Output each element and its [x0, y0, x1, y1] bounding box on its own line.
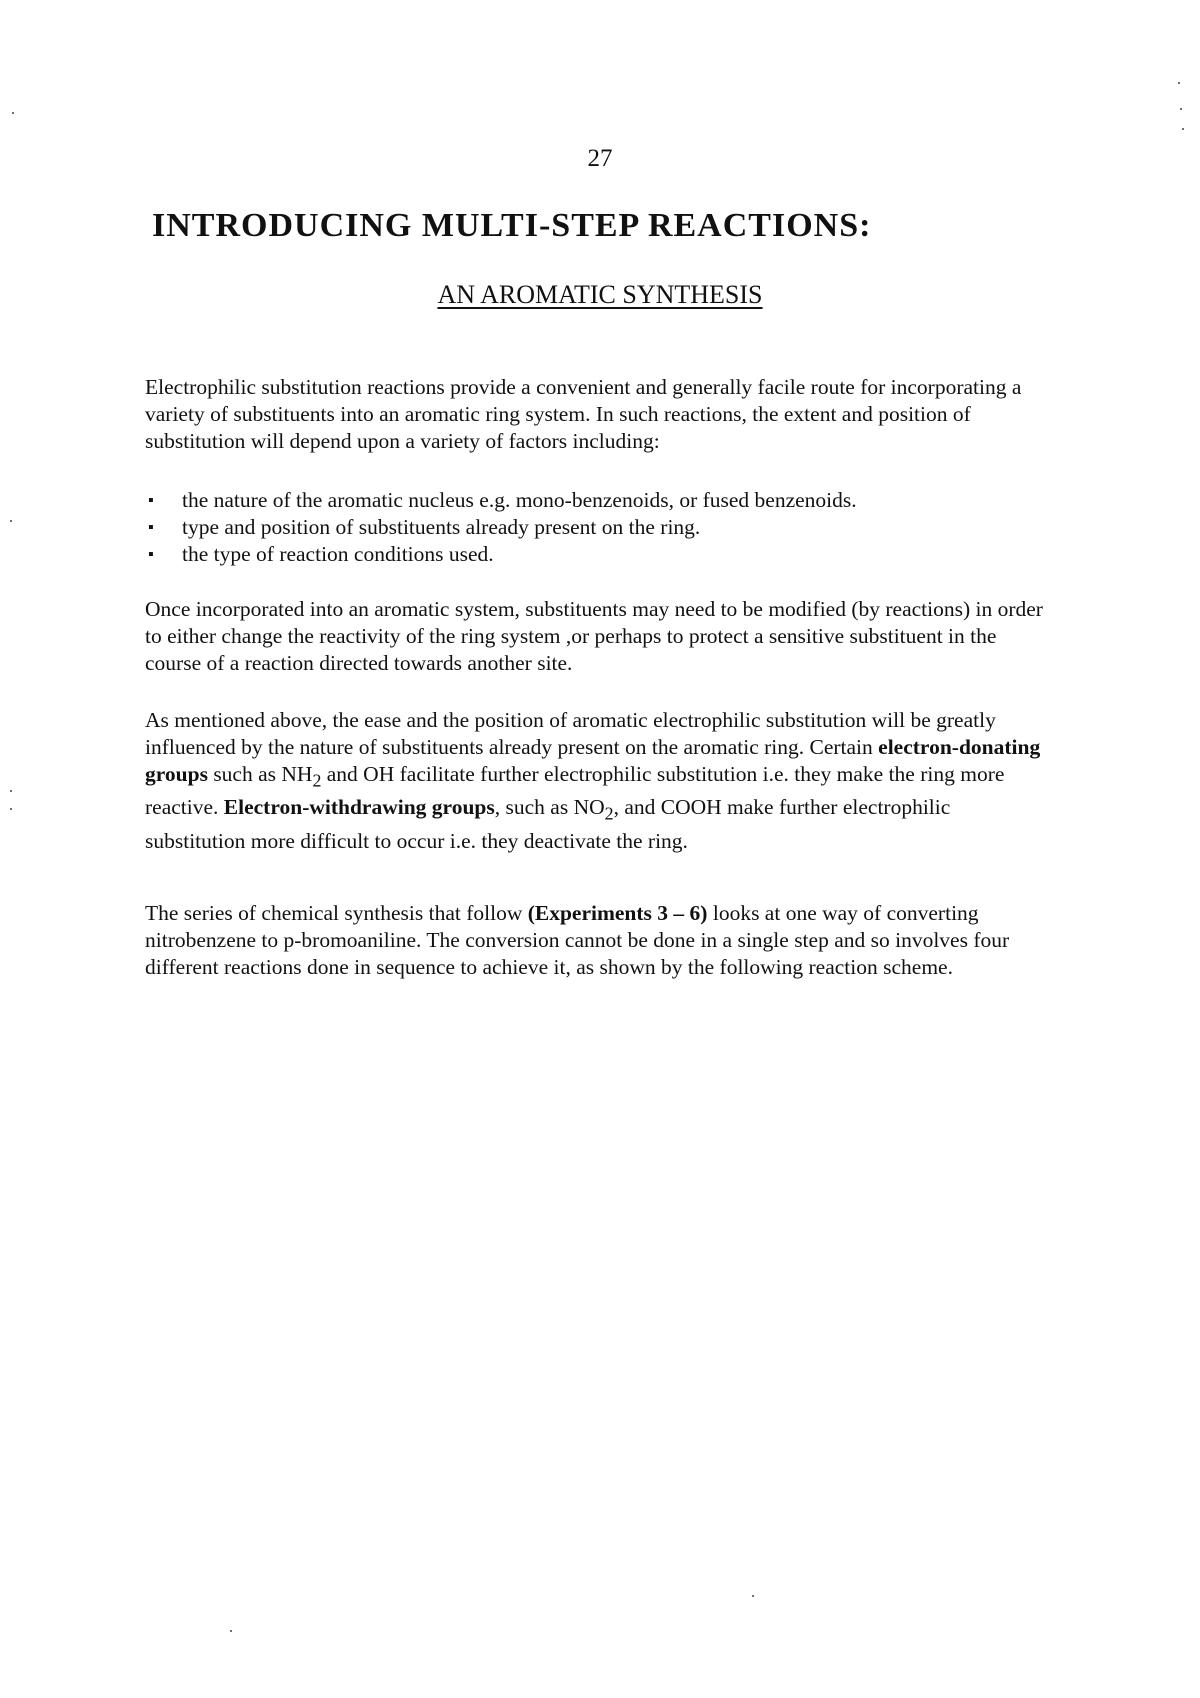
bullet-icon: ▪ [148, 492, 154, 509]
text-run: such as NH [207, 762, 313, 786]
substituent-effects-paragraph [145, 707, 1055, 855]
bullet-icon: ▪ [148, 546, 154, 563]
experiments-reference: (Experiments 3 – 6) [527, 901, 708, 925]
scan-speck [10, 790, 12, 792]
subscript: 2 [312, 770, 322, 791]
modification-paragraph: Once incorporated into an aromatic system, substituents may need to be modified (by reactions) in order to either change the reactivity of the ring system ,or perhaps to protect a sensitive substituent in the course of a reaction directed towards another site. [145, 597, 1043, 675]
section-subtitle: AN AROMATIC SYNTHESIS [437, 280, 763, 309]
scan-speck [230, 1630, 232, 1632]
scan-speck [1178, 82, 1180, 84]
scan-speck [752, 1595, 754, 1597]
scan-speck [1180, 108, 1182, 110]
list-item [145, 541, 1055, 568]
text-run: , and COOH make further electrophilic substitution more difficult to occur i.e. they deactivate the ring. [145, 795, 951, 853]
list-item-text: the type of reaction conditions used. [182, 542, 494, 566]
electron-withdrawing-term: Electron-withdrawing groups [223, 795, 495, 820]
electron-donating-term: electron-donating groups [145, 735, 1041, 786]
scan-speck [10, 808, 12, 810]
list-item [145, 514, 1055, 541]
intro-paragraph: Electrophilic substitution reactions provide a convenient and generally facile route for incorporating a variety of substituents into an aromatic ring system. In such reactions, the extent and position of substitution will depend upon a variety of factors including: [145, 375, 1022, 453]
text-run: and OH facilitate further electrophilic substitution i.e. they make the ring more reactive. [145, 762, 1005, 820]
list-item-text: type and position of substituents already present on the ring. [182, 515, 701, 539]
subscript: 2 [604, 803, 614, 824]
text-run: , such as NO [494, 795, 605, 820]
scan-speck [12, 112, 14, 114]
scan-speck [10, 520, 12, 522]
page-title: INTRODUCING MULTI-STEP REACTIONS: [152, 207, 872, 244]
factor-list [145, 487, 1055, 568]
bullet-icon: ▪ [148, 519, 154, 536]
synthesis-paragraph [145, 900, 1055, 981]
scan-speck [1182, 128, 1184, 130]
text-run: looks at one way of converting nitrobenzene to p-bromoaniline. The conversion cannot be done in a single step and so involves four different reactions done in sequence to achieve it, as shown by the following reaction scheme. [145, 901, 1010, 979]
text-run: The series of chemical synthesis that follow [145, 901, 528, 925]
list-item-text: the nature of the aromatic nucleus e.g. mono-benzenoids, or fused benzenoids. [182, 488, 857, 512]
page-number: 27 [587, 145, 613, 172]
list-item [145, 487, 1055, 514]
text-run: As mentioned above, the ease and the position of aromatic electrophilic substitution will be greatly influenced by the nature of substituents already present on the aromatic ring. Certain [145, 708, 996, 759]
